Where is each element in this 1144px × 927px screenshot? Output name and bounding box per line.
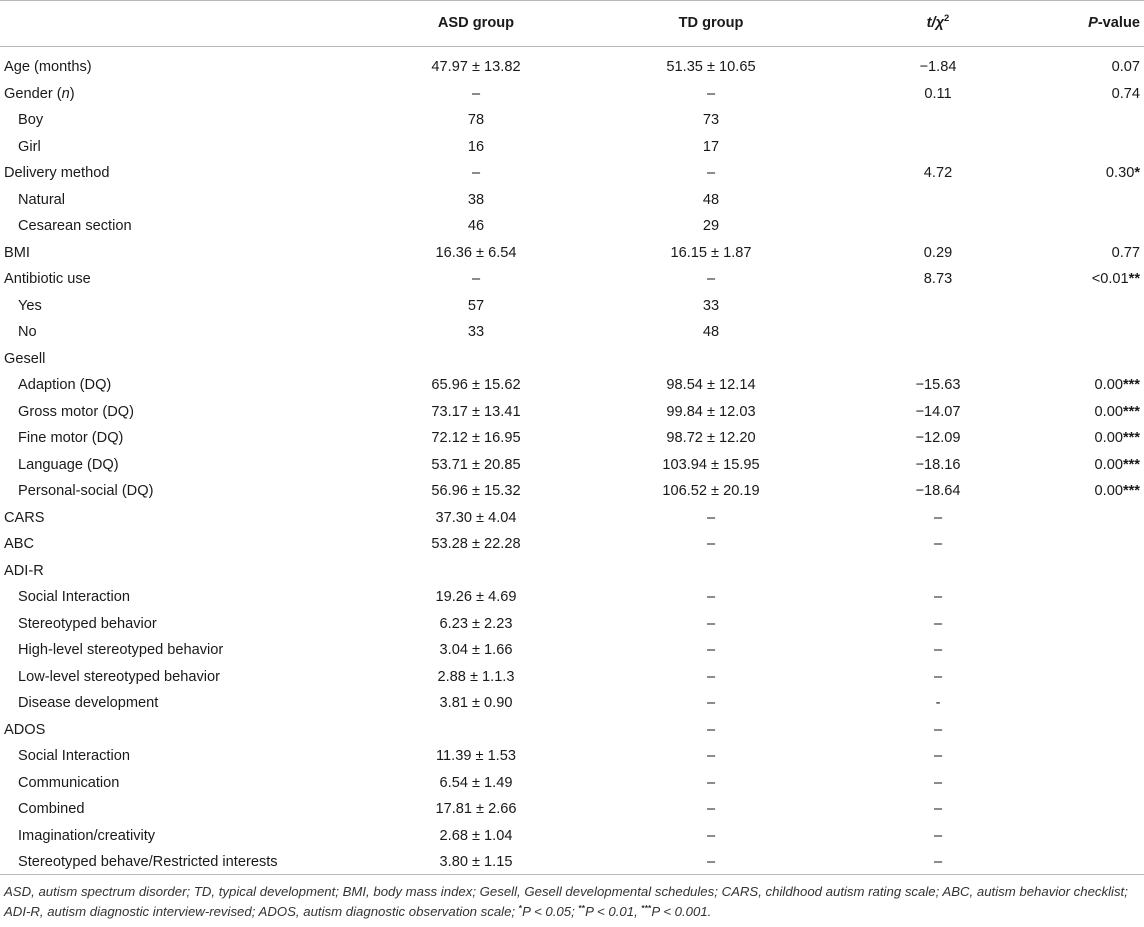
row-asd-value: 3.80 ± 1.15 [439, 854, 513, 870]
header-statistic-symbol: t/χ [926, 15, 945, 31]
row-p-value [1112, 240, 1140, 267]
table-row [0, 690, 1144, 717]
row-label: ABC [4, 536, 35, 552]
table-row [0, 664, 1144, 691]
row-asd-value: 19.26 ± 4.69 [435, 589, 517, 605]
table-row [0, 452, 1144, 479]
table-row [0, 637, 1144, 664]
table-header-row [0, 0, 1144, 46]
table-row [0, 372, 1144, 399]
row-p-value [1095, 372, 1140, 399]
table-row [0, 558, 1144, 585]
row-label: Natural [18, 191, 66, 208]
significance-marker: *** [1122, 430, 1140, 446]
table-row [0, 425, 1144, 452]
row-td-value: – [706, 827, 716, 844]
table-bottom-rule [0, 874, 1144, 875]
row-asd-value: 57 [467, 297, 485, 314]
p-value-number: 0.00 [1094, 483, 1123, 499]
header-p-letter: P [1088, 15, 1098, 31]
row-p-value [1095, 478, 1140, 505]
significance-marker: ** [1128, 271, 1140, 287]
row-label: BMI [4, 244, 30, 261]
row-asd-value: 53.71 ± 20.85 [431, 456, 521, 473]
row-label: Combined [18, 801, 85, 817]
header-asd-group: ASD group [437, 15, 515, 31]
row-label: Girl [18, 138, 41, 155]
row-statistic: −1.84 [919, 59, 957, 75]
row-asd-value: 33 [467, 324, 485, 340]
row-asd-value: 17.81 ± 2.66 [435, 801, 517, 817]
row-statistic: −12.09 [915, 430, 961, 446]
row-td-value: 17 [702, 138, 720, 155]
row-td-value: 98.72 ± 12.20 [666, 430, 756, 446]
row-statistic: – [933, 774, 943, 791]
row-label: Disease development [18, 695, 159, 711]
table-row [0, 81, 1144, 108]
p-value-number: 0.00 [1094, 430, 1123, 446]
footnote-sig3-text: P < 0.001. [651, 903, 712, 919]
row-statistic: – [933, 721, 943, 738]
row-label: Social Interaction [18, 589, 130, 605]
row-label: Yes [18, 297, 42, 314]
header-p-value [1088, 0, 1140, 46]
row-td-value: – [706, 801, 716, 817]
row-statistic: – [933, 801, 943, 817]
table-row [0, 743, 1144, 770]
significance-marker: *** [1122, 456, 1140, 473]
row-asd-value: 46 [467, 218, 485, 234]
row-p-value [1095, 399, 1140, 426]
row-td-value: 73 [702, 112, 720, 128]
row-asd-value: 53.28 ± 22.28 [431, 536, 521, 552]
row-td-value: – [706, 854, 716, 870]
row-label: Stereotyped behavior [18, 615, 157, 632]
table-row [0, 399, 1144, 426]
row-td-value: 33 [702, 297, 720, 314]
row-asd-value: 72.12 ± 16.95 [431, 430, 521, 446]
header-p-suffix: -value [1097, 15, 1140, 31]
row-statistic: - [935, 695, 941, 711]
row-asd-value: – [471, 85, 481, 102]
header-td-group: TD group [678, 15, 744, 31]
row-label: No [18, 324, 37, 340]
row-label: CARS [4, 509, 45, 526]
row-label: High-level stereotyped behavior [18, 642, 224, 658]
row-asd-value: 16.36 ± 6.54 [435, 244, 517, 261]
table-row [0, 531, 1144, 558]
row-asd-value: – [471, 165, 481, 181]
table-row [0, 160, 1144, 187]
table-footnote [4, 882, 1134, 923]
row-asd-value: 3.81 ± 0.90 [439, 695, 513, 711]
row-label: Low-level stereotyped behavior [18, 668, 220, 685]
row-label: Communication [18, 774, 120, 791]
table-row [0, 584, 1144, 611]
row-label: ADOS [4, 721, 46, 738]
footnote-sig2-marker: ** [578, 902, 586, 913]
row-statistic: – [933, 642, 943, 658]
row-p-value [1112, 54, 1140, 81]
row-statistic: – [933, 509, 943, 526]
row-statistic: – [933, 668, 943, 685]
table-row [0, 717, 1144, 744]
row-label: Personal-social (DQ) [18, 483, 154, 499]
table-row [0, 849, 1144, 876]
table-row [0, 505, 1144, 532]
row-asd-value: 11.39 ± 1.53 [436, 748, 516, 764]
row-asd-value: 2.88 ± 1.1.3 [437, 668, 515, 685]
row-label: Imagination/creativity [18, 827, 156, 844]
p-value-number: 0.07 [1111, 59, 1140, 75]
footnote-sig3-marker: *** [641, 902, 652, 913]
row-statistic: 8.73 [923, 271, 953, 287]
p-value-number: 0.74 [1111, 85, 1140, 102]
row-td-value: – [706, 774, 716, 791]
table-row [0, 611, 1144, 638]
header-statistic [858, 0, 1018, 48]
row-td-value: – [706, 748, 716, 764]
row-td-value: – [706, 165, 716, 181]
row-label: Stereotyped behave/Restricted interests [18, 854, 278, 870]
row-label: Gesell [4, 350, 46, 367]
row-p-value [1095, 452, 1140, 479]
row-label: Cesarean section [18, 218, 132, 234]
significance-marker: *** [1122, 377, 1140, 393]
significance-marker: * [1134, 165, 1140, 181]
row-label: Gross motor (DQ) [18, 403, 134, 420]
footnote-abbreviations: ASD, autism spectrum disorder; TD, typical development; BMI, body mass index; Gesell, Gesell developmental schedules; CARS, childhood autism rating scale; ABC, autism behavior checklist; ADI-R, autism diagnostic interview-revised; ADOS, autism diagnostic observation scale; [4, 884, 1128, 919]
row-td-value: – [706, 589, 716, 605]
row-td-value: 51.35 ± 10.65 [666, 59, 756, 75]
row-td-value: – [706, 668, 716, 685]
row-asd-value: 78 [467, 112, 485, 128]
row-statistic: 0.11 [924, 85, 952, 102]
row-asd-value: 65.96 ± 15.62 [431, 377, 521, 393]
row-asd-value: 6.23 ± 2.23 [439, 615, 513, 632]
row-td-value: – [706, 615, 716, 632]
p-value-number: 0.77 [1111, 244, 1140, 261]
footnote-sig2-text: P < 0.01, [585, 903, 638, 919]
row-statistic: – [933, 615, 943, 632]
row-asd-value: 16 [467, 138, 485, 155]
row-asd-value: 37.30 ± 4.04 [435, 509, 517, 526]
row-td-value: – [706, 509, 716, 526]
row-td-value: 99.84 ± 12.03 [666, 403, 756, 420]
p-value-number: 0.00 [1094, 456, 1123, 473]
row-statistic: 4.72 [923, 165, 953, 181]
table-row [0, 319, 1144, 346]
table-row [0, 266, 1144, 293]
p-value-number: <0.01 [1091, 271, 1129, 287]
row-p-value [1092, 266, 1140, 293]
row-statistic: 0.29 [923, 244, 953, 261]
row-td-value: 48 [702, 191, 720, 208]
table-row [0, 187, 1144, 214]
row-statistic: – [933, 589, 943, 605]
row-statistic: −18.16 [915, 456, 961, 473]
header-statistic-superscript: 2 [944, 13, 950, 24]
significance-marker: *** [1122, 483, 1140, 499]
row-td-value: 29 [702, 218, 720, 234]
footnote-sig1-marker: * [518, 902, 523, 913]
row-td-value: – [706, 85, 716, 102]
row-label: Boy [18, 112, 44, 128]
table-row [0, 240, 1144, 267]
table-row [0, 213, 1144, 240]
row-asd-value: 47.97 ± 13.82 [431, 59, 521, 75]
row-label: Language (DQ) [18, 456, 119, 473]
row-td-value: – [706, 695, 716, 711]
table-row [0, 293, 1144, 320]
row-statistic: −15.63 [915, 377, 961, 393]
row-td-value: 48 [702, 324, 720, 340]
table-row [0, 134, 1144, 161]
row-label: Antibiotic use [4, 271, 91, 287]
table-row [0, 823, 1144, 850]
row-p-value [1112, 81, 1140, 108]
significance-marker: *** [1122, 403, 1140, 420]
row-label: ADI-R [4, 562, 44, 579]
row-statistic: – [933, 536, 943, 552]
table-row [0, 54, 1144, 81]
table-row [0, 107, 1144, 134]
table-row [0, 796, 1144, 823]
row-td-value: 16.15 ± 1.87 [670, 244, 752, 261]
row-td-value: – [706, 642, 716, 658]
row-p-value [1106, 160, 1140, 187]
row-label: Gender (n) [4, 85, 75, 102]
row-td-value: 106.52 ± 20.19 [662, 483, 760, 499]
row-td-value: 98.54 ± 12.14 [666, 377, 756, 393]
row-statistic: – [933, 854, 943, 870]
row-asd-value: 3.04 ± 1.66 [439, 642, 513, 658]
table-row [0, 770, 1144, 797]
row-asd-value: – [471, 271, 481, 287]
row-asd-value: 2.68 ± 1.04 [439, 827, 513, 844]
p-value-number: 0.00 [1094, 377, 1123, 393]
row-label: Age (months) [4, 59, 92, 75]
row-label: Fine motor (DQ) [18, 430, 124, 446]
table-row [0, 478, 1144, 505]
row-statistic: – [933, 827, 943, 844]
row-td-value: 103.94 ± 15.95 [662, 456, 760, 473]
row-td-value: – [706, 271, 716, 287]
row-statistic: – [933, 748, 943, 764]
p-value-number: 0.00 [1094, 403, 1123, 420]
row-asd-value: 6.54 ± 1.49 [439, 774, 513, 791]
table-header-rule [0, 46, 1144, 47]
table-row [0, 346, 1144, 373]
p-value-number: 0.30 [1105, 165, 1135, 181]
row-p-value [1095, 425, 1140, 452]
row-asd-value: 38 [467, 191, 485, 208]
row-label: Adaption (DQ) [18, 377, 112, 393]
row-asd-value: 73.17 ± 13.41 [431, 403, 521, 420]
row-label: Social Interaction [18, 748, 130, 764]
row-statistic: −14.07 [915, 403, 961, 420]
row-td-value: – [706, 536, 716, 552]
footnote-sig1-text: P < 0.05; [522, 903, 575, 919]
row-td-value: – [706, 721, 716, 738]
row-label: Delivery method [4, 165, 110, 181]
row-statistic: −18.64 [915, 483, 961, 499]
row-asd-value: 56.96 ± 15.32 [431, 483, 521, 499]
